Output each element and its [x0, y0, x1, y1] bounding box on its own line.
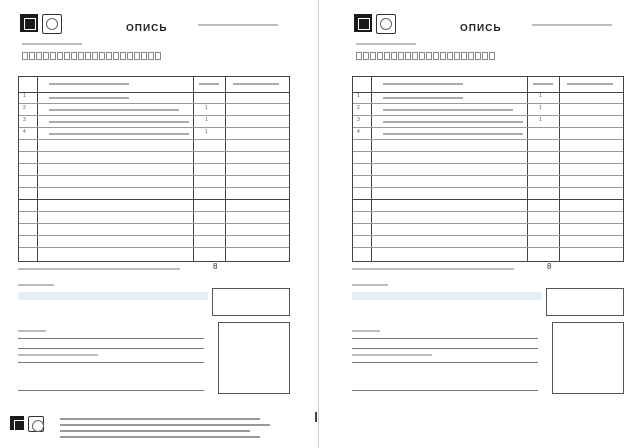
header-note — [532, 24, 612, 26]
postal-stamp-box — [218, 322, 290, 394]
page-divider — [318, 0, 319, 448]
sender-name-field[interactable] — [352, 292, 542, 300]
sender-label — [18, 284, 54, 286]
addressee-label — [22, 43, 82, 45]
checked-label — [352, 354, 432, 356]
stamp-box — [212, 288, 290, 316]
russian-post-logo-icon — [354, 14, 372, 32]
checked-label — [18, 354, 98, 356]
form-right — [342, 0, 640, 448]
fold-mark — [315, 412, 323, 422]
eagle-emblem-icon — [376, 14, 396, 34]
addressee-label — [356, 43, 416, 45]
footer-emblem-icon — [28, 416, 44, 432]
postal-code-cells[interactable] — [22, 52, 161, 60]
total-label — [352, 268, 514, 270]
sender-name-field[interactable] — [18, 292, 208, 300]
total-label — [18, 268, 180, 270]
sender-label — [352, 284, 388, 286]
footer-logo-icon — [10, 416, 24, 430]
items-table: 1 2 3 4 1 1 1 — [18, 76, 290, 262]
form-left — [8, 0, 308, 448]
signature-label — [352, 330, 380, 332]
form-title: ОПИСЬ — [460, 23, 502, 34]
stamp-box — [546, 288, 624, 316]
russian-post-logo-icon — [20, 14, 38, 32]
total-count: 8 — [547, 262, 552, 271]
eagle-emblem-icon — [42, 14, 62, 34]
postal-stamp-box — [552, 322, 624, 394]
total-count: 8 — [213, 262, 218, 271]
items-table: 1 2 3 4 1 1 1 — [352, 76, 624, 262]
form-title: ОПИСЬ — [126, 23, 168, 34]
postal-code-cells[interactable] — [356, 52, 495, 60]
header-note — [198, 24, 278, 26]
signature-label — [18, 330, 46, 332]
